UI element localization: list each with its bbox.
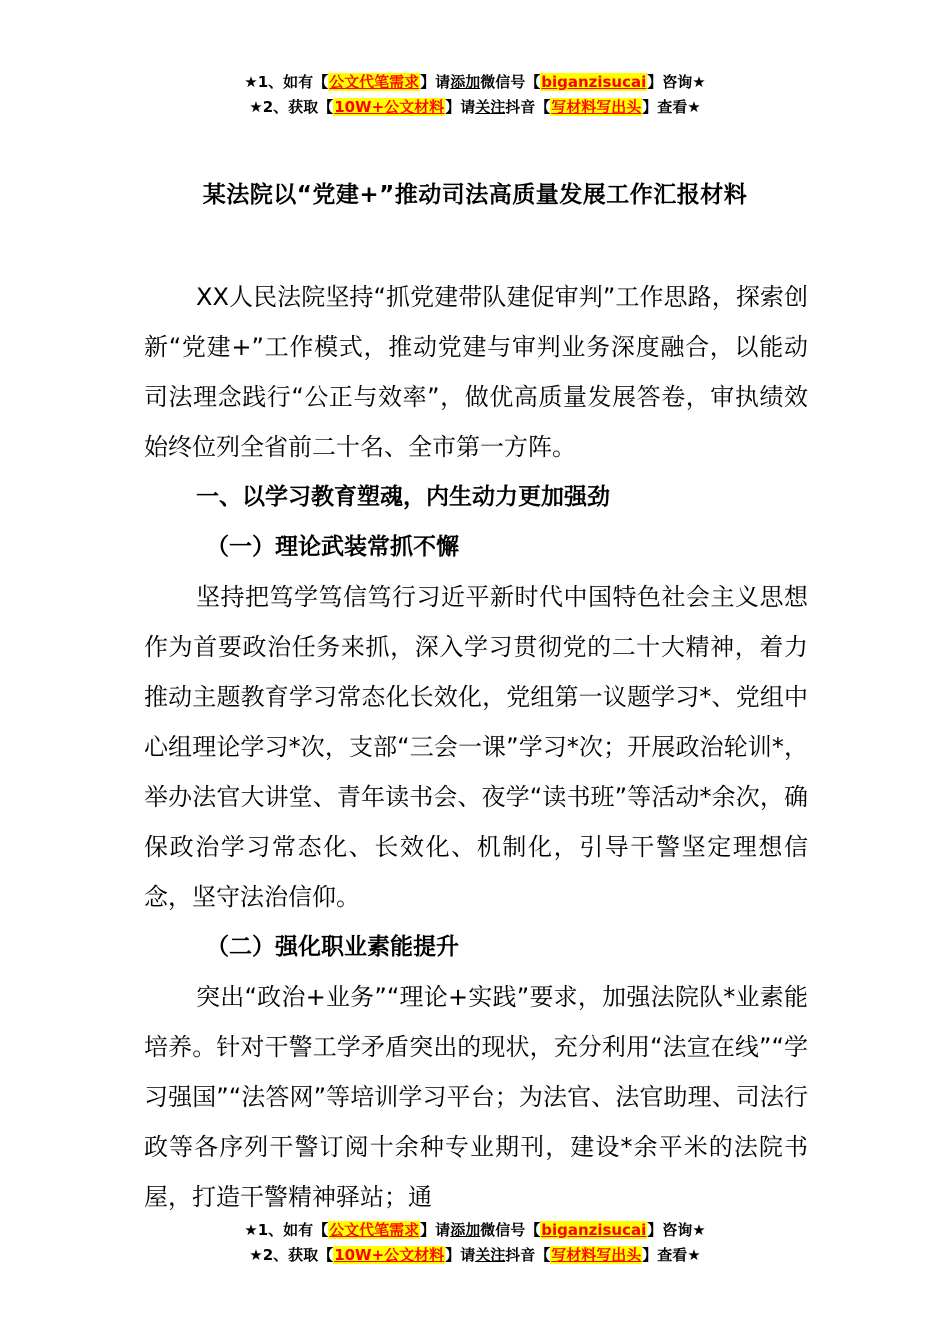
banner-highlight[interactable]: 公文代笔需求 <box>329 1221 420 1239</box>
banner-line-1 <box>0 1218 950 1243</box>
body-paragraph: 突出“政治+业务”“理论+实践”要求，加强法院队*业素能培养。针对干警工学矛盾突出的现状，充分利用“法宣在线”“学习强国”“法答网”等培训学习平台；为法官、法官助理、司法行政等各序列干警订阅十余种专业期刊，建设*余平米的法院书屋，打造干警精神驿站；通 <box>144 983 808 1211</box>
body-paragraph: 坚持把笃学笃信笃行习近平新时代中国特色社会主义思想作为首要政治任务来抓，深入学习贯彻党的二十大精神，着力推动主题教育学习常态化长效化，党组第一议题学习*、党组中心组理论学习*次，支部“三会一课”学习*次；开展政治轮训*，举办法官大讲堂、青年读书会、夜学“读书班”等活动*余次，确保政治学习常态化、长效化、机制化，引导干警坚定理想信念，坚守法治信仰。 <box>144 583 808 911</box>
banner-underline: 关注 <box>475 1246 506 1264</box>
banner-text: 】请 <box>420 73 451 91</box>
top-banner <box>0 70 950 120</box>
banner-line-1 <box>0 70 950 95</box>
banner-text: 微信号【 <box>480 73 541 91</box>
banner-highlight[interactable]: 10W+公文材料 <box>334 1246 445 1264</box>
banner-text: 抖音【 <box>505 98 551 116</box>
banner-text: 】查看★ <box>642 1246 701 1264</box>
document-title: 某法院以“党建+”推动司法高质量发展工作汇报材料 <box>202 182 748 208</box>
banner-line-2 <box>0 1243 950 1268</box>
banner-text: ★2、获取【 <box>249 98 334 116</box>
document-body <box>144 272 808 1222</box>
banner-highlight[interactable]: biganzisucai <box>541 73 647 91</box>
banner-line-2 <box>0 95 950 120</box>
banner-text: ★1、如有【 <box>244 73 329 91</box>
subsection-heading: （一）理论武装常抓不懈 <box>206 534 459 560</box>
banner-text: ★1、如有【 <box>244 1221 329 1239</box>
banner-highlight[interactable]: 写材料写出头 <box>551 98 642 116</box>
banner-highlight[interactable]: 写材料写出头 <box>551 1246 642 1264</box>
bottom-banner <box>0 1218 950 1268</box>
banner-text: 微信号【 <box>480 1221 541 1239</box>
banner-underline: 关注 <box>475 98 506 116</box>
banner-underline: 添加 <box>450 1221 481 1239</box>
intro-paragraph: XX人民法院坚持“抓党建带队建促审判”工作思路，探索创新“党建+”工作模式，推动党建与审判业务深度融合，以能动司法理念践行“公正与效率”，做优高质量发展答卷，审执绩效始终位列全省前二十名、全市第一方阵。 <box>144 283 808 461</box>
banner-text: 】请 <box>420 1221 451 1239</box>
banner-text: 】请 <box>445 1246 476 1264</box>
banner-text: 】咨询★ <box>647 1221 706 1239</box>
section-heading: 一、以学习教育塑魂，内生动力更加强劲 <box>196 484 610 510</box>
banner-highlight[interactable]: 公文代笔需求 <box>329 73 420 91</box>
banner-text: 】请 <box>445 98 476 116</box>
banner-text: 抖音【 <box>505 1246 551 1264</box>
banner-text: 】查看★ <box>642 98 701 116</box>
subsection-heading: （二）强化职业素能提升 <box>206 934 459 960</box>
banner-highlight[interactable]: biganzisucai <box>541 1221 647 1239</box>
banner-underline: 添加 <box>450 73 481 91</box>
banner-highlight[interactable]: 10W+公文材料 <box>334 98 445 116</box>
banner-text: 】咨询★ <box>647 73 706 91</box>
banner-text: ★2、获取【 <box>249 1246 334 1264</box>
